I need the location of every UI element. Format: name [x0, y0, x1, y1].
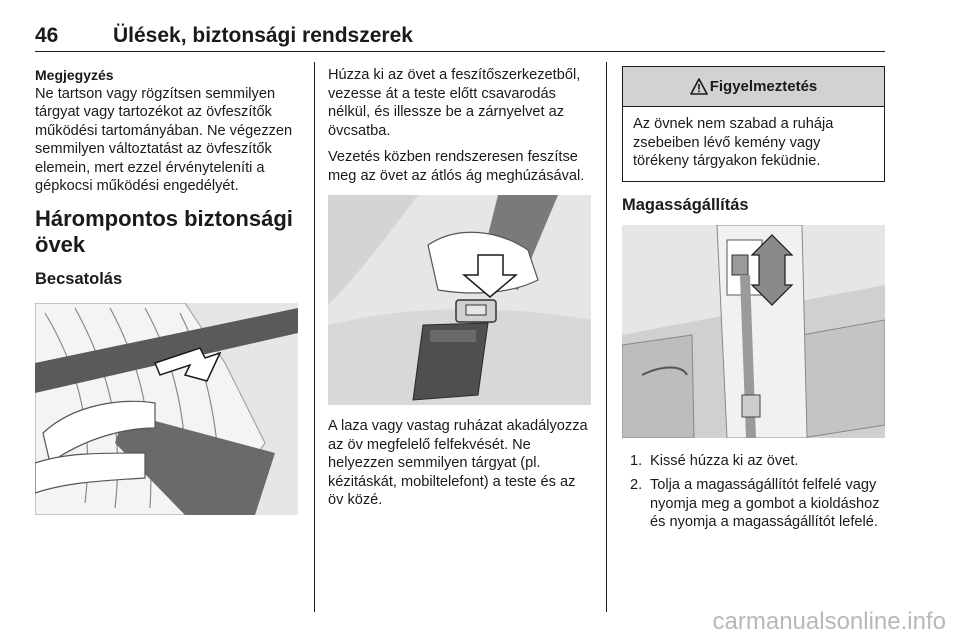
- step-number: 1.: [630, 452, 643, 469]
- seatbelt-fastening-illustration: [35, 303, 298, 515]
- paragraph: A laza vagy vastag ruházat akadályozza az öv megfelelő felfekvését. Ne helyezzen semmilyen tárgyat (pl. kézitáskát, mobiltelefont) a teste és az öv közé.: [328, 418, 588, 508]
- step-text: Tolja a magasságállítót felfelé vagy nyomja meg a gombot a kioldáshoz és nyomja a magasságállítót lefelé.: [650, 477, 880, 530]
- paragraph: Húzza ki az övet a feszítőszerkezetből, vezesse át a teste előtt csavarodás nélkül, és illessze be a zárnyelvet az övcsatba.: [328, 67, 581, 139]
- note-box: [35, 66, 300, 196]
- warning-box: [622, 66, 885, 182]
- steps-list: [622, 452, 884, 532]
- paragraph: Vezetés közben rendszeresen feszítse meg az övet az átlós ág meghúzásával.: [328, 149, 585, 184]
- warning-text: Az övnek nem szabad a ruhája zsebeiben lévő kemény vagy törékeny tárgyakon feküdnie.: [633, 116, 834, 169]
- step-text: Kissé húzza ki az övet.: [650, 452, 799, 469]
- page-header: [35, 22, 885, 52]
- column-divider: [606, 62, 607, 612]
- height-adjuster-illustration: [622, 225, 885, 438]
- page-number: 46: [35, 24, 59, 47]
- warning-header: [623, 67, 884, 107]
- note-title: Megjegyzés: [35, 67, 114, 83]
- seatbelt-buckle-illustration: [328, 195, 591, 405]
- column-1: [35, 66, 300, 515]
- warning-title: Figyelmeztetés: [709, 78, 818, 95]
- section-heading: Magasságállítás: [622, 195, 749, 214]
- warning-icon: [690, 78, 708, 95]
- column-3: [622, 66, 884, 538]
- watermark: carmanualsonline.info: [712, 608, 946, 635]
- subsection-heading: Becsatolás: [35, 269, 123, 288]
- note-text: Ne tartson vagy rögzítsen semmilyen tárgyat vagy tartozékot az övfeszítők működési tartományában. Ne végezzen semmilyen változtatást az övfeszítők elemein, mert ezzel érvényteleníti a gépkocsi működési engedélyét.: [35, 85, 293, 194]
- section-heading: Hárompontos biztonsági övek: [35, 205, 293, 257]
- step-number: 2.: [630, 477, 643, 493]
- column-2: [328, 66, 593, 510]
- page-title: Ülések, biztonsági rendszerek: [113, 24, 413, 47]
- list-item: [622, 476, 884, 532]
- column-divider: [314, 62, 315, 612]
- list-item: [622, 452, 884, 471]
